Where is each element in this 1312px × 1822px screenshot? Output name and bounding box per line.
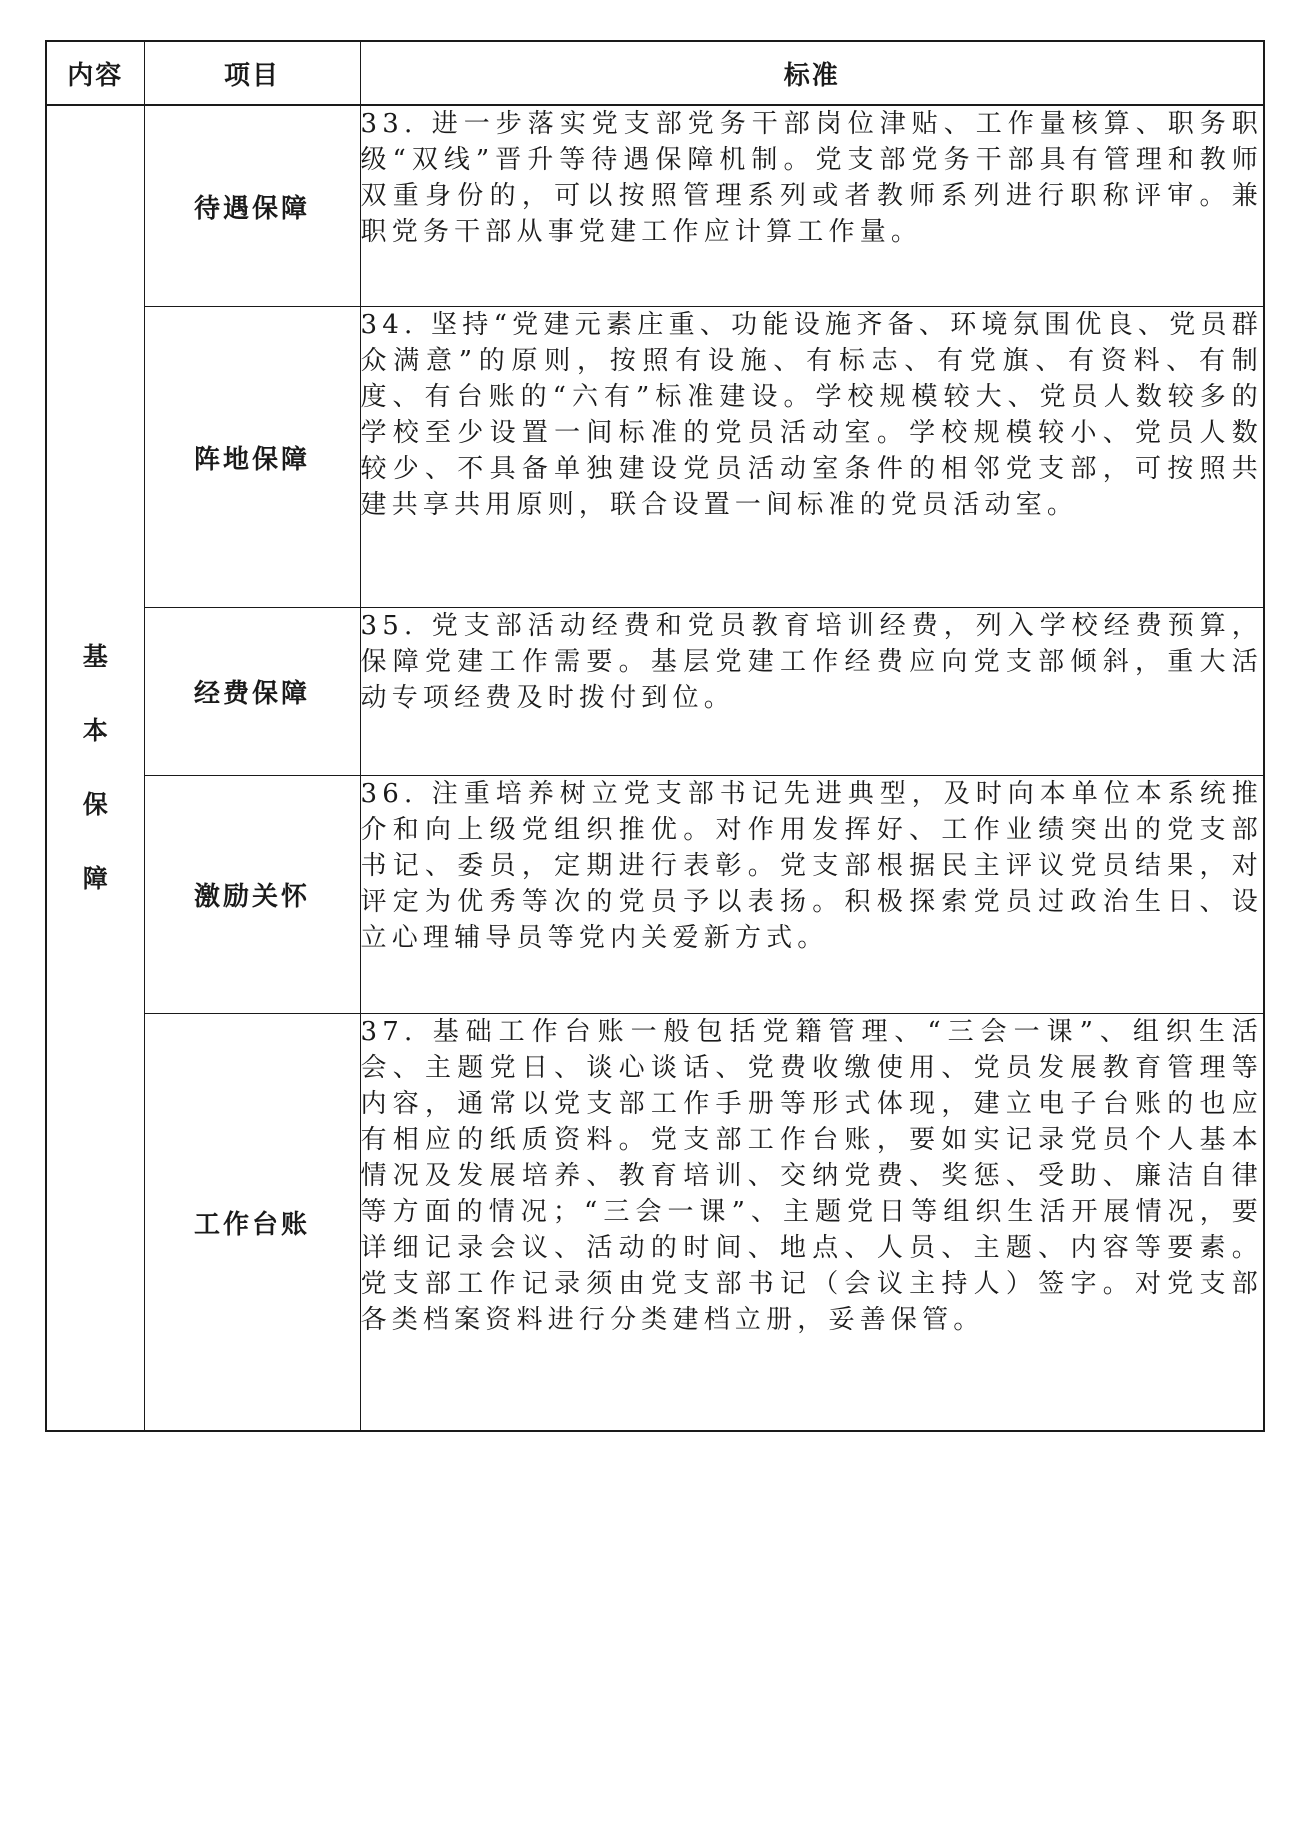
item-cell: 激励关怀 <box>144 776 360 1014</box>
standard-cell: 34. 坚持“党建元素庄重、功能设施齐备、环境氛围优良、党员群众满意”的原则，按照有设施、有标志、有党旗、有资料、有制度、有台账的“六有”标准建设。学校规模较大、党员人数较多的学校至少设置一间标准的党员活动室。学校规模较小、党员人数较少、不具备单独建设党员活动室条件的相邻党支部，可按照共建共享共用原则，联合设置一间标准的党员活动室。 <box>360 307 1264 608</box>
standard-cell: 36. 注重培养树立党支部书记先进典型，及时向本单位本系统推介和向上级党组织推优。对作用发挥好、工作业绩突出的党支部书记、委员，定期进行表彰。党支部根据民主评议党员结果，对评定为优秀等次的党员予以表扬。积极探索党员过政治生日、设立心理辅导员等党内关爱新方式。 <box>360 776 1264 1014</box>
header-item: 项目 <box>144 41 360 105</box>
section-cell <box>46 105 144 1431</box>
standards-table <box>45 40 1265 1432</box>
header-standard: 标准 <box>360 41 1264 105</box>
item-cell: 工作台账 <box>144 1014 360 1432</box>
table-row <box>46 1014 1264 1432</box>
table-row <box>46 776 1264 1014</box>
item-cell: 经费保障 <box>144 608 360 776</box>
header-content: 内容 <box>46 41 144 105</box>
section-label: 基本保障 <box>82 642 108 893</box>
table-row <box>46 307 1264 608</box>
standard-cell: 37. 基础工作台账一般包括党籍管理、“三会一课”、组织生活会、主题党日、谈心谈话、党费收缴使用、党员发展教育管理等内容，通常以党支部工作手册等形式体现，建立电子台账的也应有相应的纸质资料。党支部工作台账，要如实记录党员个人基本情况及发展培养、教育培训、交纳党费、奖惩、受助、廉洁自律等方面的情况；“三会一课”、主题党日等组织生活开展情况，要详细记录会议、活动的时间、地点、人员、主题、内容等要素。党支部工作记录须由党支部书记（会议主持人）签字。对党支部各类档案资料进行分类建档立册，妥善保管。 <box>360 1014 1264 1432</box>
table-row <box>46 105 1264 307</box>
table-row <box>46 608 1264 776</box>
standard-cell: 35. 党支部活动经费和党员教育培训经费，列入学校经费预算，保障党建工作需要。基层党建工作经费应向党支部倾斜，重大活动专项经费及时拨付到位。 <box>360 608 1264 776</box>
item-cell: 待遇保障 <box>144 105 360 307</box>
table-header-row <box>46 41 1264 105</box>
item-cell: 阵地保障 <box>144 307 360 608</box>
standard-cell: 33. 进一步落实党支部党务干部岗位津贴、工作量核算、职务职级“双线”晋升等待遇保障机制。党支部党务干部具有管理和教师双重身份的，可以按照管理系列或者教师系列进行职称评审。兼职党务干部从事党建工作应计算工作量。 <box>360 105 1264 307</box>
